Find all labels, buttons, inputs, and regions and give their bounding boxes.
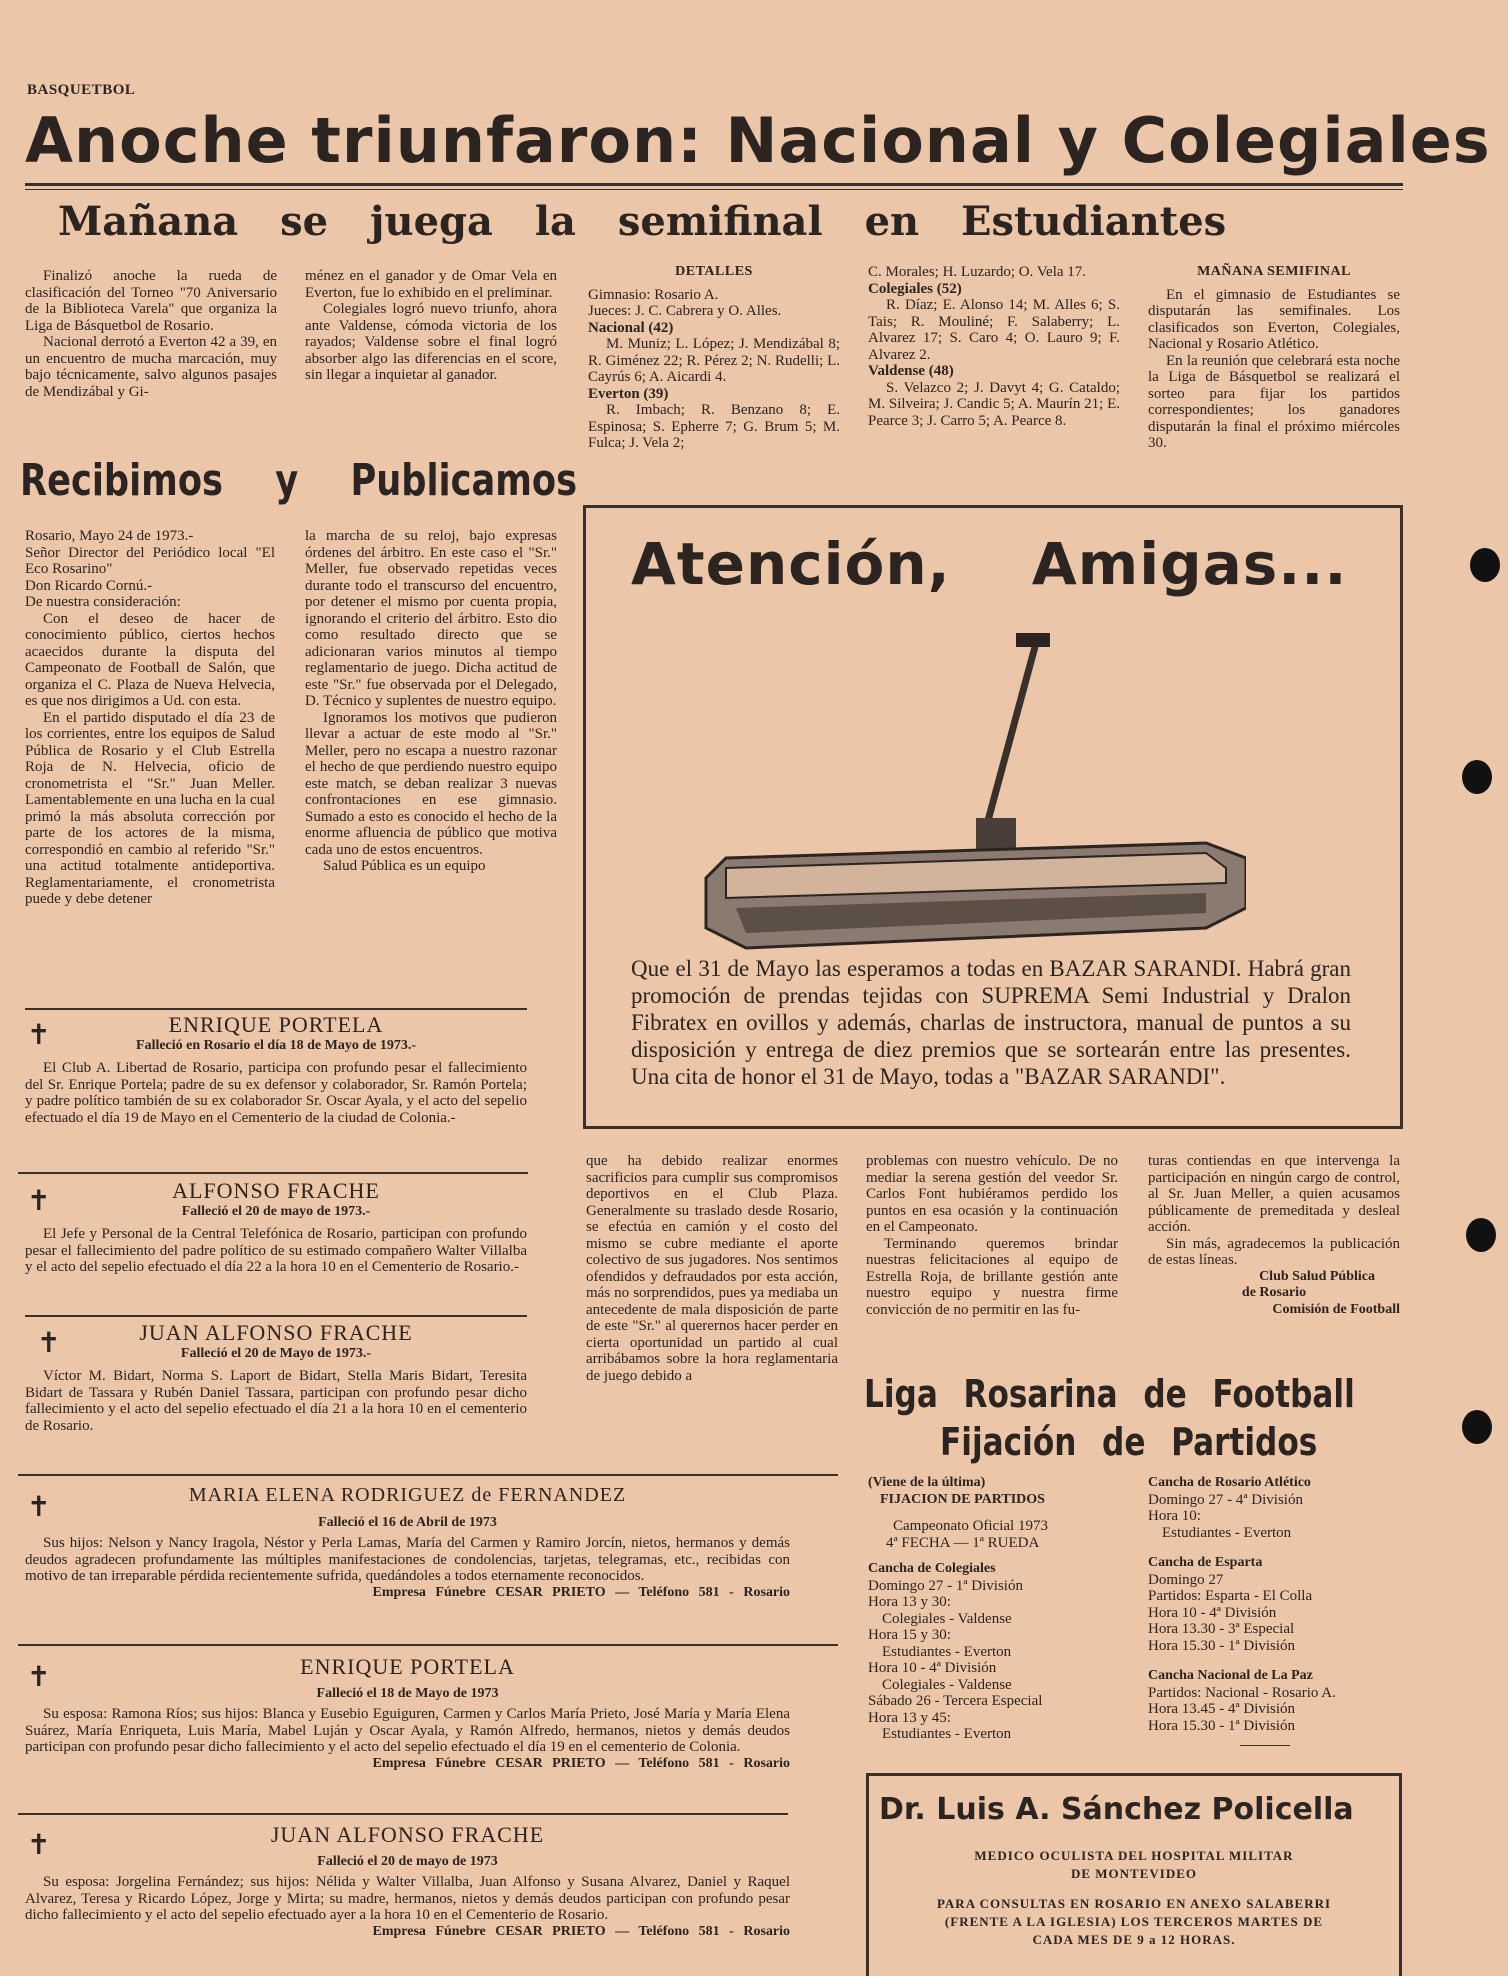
obit-5 <box>25 1654 790 1772</box>
obit-text-p: El Jefe y Personal de la Central Telefónica de Rosario, participan con profundo pesar el fallecimiento del padre político de su estimado compañero Walter Villalba y el acto del sepelio efectuado el día 22 a la hora 10 en el Cementerio de Rosario.- <box>25 1226 527 1275</box>
basket-details <box>588 264 840 452</box>
cross-icon: ✝ <box>37 1328 61 1359</box>
obit-text <box>25 1535 790 1585</box>
letter-date: Rosario, Mayo 24 de 1973.- <box>25 528 194 544</box>
letter-p6: que ha debido realizar enormes sacrificios para cumplir sus compromisos deportivos en el Club Plaza. Generalmente su traslado desde Rosario, se efectúa en camión y el costo del mismo se cubre mediante el aporte colectivo de sus jugadores. Nos sentimos ofendidos y defraudados por esta acción, más no sorprendidos, pues ya mediaba un antecedente de mala disposición de parte de este "Sr." al querernos hacer perder en cierta oportunidad un partido al cual arribábamos sobre la hora reglamentaria de juego debido a <box>586 1153 838 1384</box>
doctor-line-5: CADA MES DE 9 a 12 HORAS. <box>1032 1932 1236 1947</box>
obit-text <box>25 1060 527 1126</box>
liga-subtitle: Fijación de Partidos <box>940 1420 1318 1464</box>
liga-schedule-line: Hora 13 y 30: <box>868 1594 951 1610</box>
liga-schedule-line: Hora 13.45 - 4ª División <box>1148 1701 1296 1717</box>
liga-end-rule <box>1240 1745 1290 1746</box>
obit-text <box>25 1706 790 1756</box>
header-rule-thin <box>25 189 1403 190</box>
liga-title: Liga Rosarina de Football <box>864 1372 1355 1416</box>
signature-3: Comisión de Football <box>1272 1301 1400 1317</box>
obit-name: ENRIQUE PORTELA <box>300 1654 515 1679</box>
obit-rule <box>18 1172 528 1174</box>
liga-col-left <box>868 1475 1138 1743</box>
liga-fecha: 4ª FECHA — 1ª RUEDA <box>886 1534 1040 1551</box>
doctor-line-2: DE MONTEVIDEO <box>1070 1866 1198 1881</box>
obit-text-p: Sus hijos: Nelson y Nancy Iragola, Néstor y Perla Lamas, María del Carmen y Ramiro Jorcín, nietos, hermanos y demás deudos agradecen profundamente las múltiples manifestaciones de condolencias, tarjetas, telegramas, etc., recibidas con motivo de tan irreparable pérdida recientemente sufrida, quedándoles a todos eternamente reconocidos. <box>25 1535 790 1584</box>
cross-icon: ✝ <box>27 1662 51 1693</box>
recibimos-col-3 <box>586 1153 838 1384</box>
team-everton-cont: C. Morales; H. Luzardo; O. Vela 17. <box>868 264 1087 280</box>
team-colegiales: R. Díaz; E. Alonso 14; M. Alles 6; S. Tais; R. Mouliné; F. Salaberry; L. Alvarez 17; S. Caro 4; O. Lauro 9; F. Alvarez 2. <box>868 297 1120 363</box>
liga-schedule-line: Domingo 27 - 1ª División <box>868 1577 1023 1594</box>
liga-schedule-line: Hora 13 y 45: <box>868 1709 951 1726</box>
obit-1 <box>25 1012 527 1126</box>
signature-1: Club Salud Pública <box>1259 1268 1375 1284</box>
details-line: Gimnasio: Rosario A. <box>588 286 719 303</box>
liga-schedule-line: Hora 10 - 4ª División <box>1148 1604 1277 1621</box>
basket-p2: Nacional derrotó a Everton 42 a 39, en un encuentro de mucha marcación, muy bajo técnicamente, salvo algunos pasajes de Mendizábal y Gi- <box>25 334 277 400</box>
obit-rule <box>25 1315 527 1317</box>
team-head-colegiales: Colegiales (52) <box>868 280 962 297</box>
obit-date: Falleció el 20 de mayo de 1973.- <box>181 1204 371 1219</box>
basket-semifinal <box>1148 264 1400 452</box>
cross-icon: ✝ <box>27 1492 51 1523</box>
basket-col-1 <box>25 268 277 400</box>
binder-hole <box>1462 1410 1492 1444</box>
liga-schedule-line: Cancha de Rosario Atlético <box>1148 1475 1311 1490</box>
liga-schedule-line: Hora 10 - 4ª División <box>868 1660 997 1676</box>
liga-schedule-line: Hora 15.30 - 1ª División <box>1148 1637 1296 1654</box>
semifinal-title: MAÑANA SEMIFINAL <box>1197 264 1351 279</box>
liga-schedule-line: Hora 13.30 - 3ª Especial <box>1148 1621 1295 1637</box>
liga-viene: (Viene de la última) <box>868 1475 986 1490</box>
obit-text-p: Víctor M. Bidart, Norma S. Laport de Bidart, Stella Maris Bidart, Teresita Bidart de Tassara y Rubén Daniel Tassara, participan con profundo pesar dicho fallecimiento y el acto del sepelio efectuado el día 21 a la hora 10 en el cementerio de Rosario. <box>25 1368 527 1434</box>
ad-title: Atención, Amigas... <box>631 530 1348 598</box>
binder-hole <box>1462 760 1492 794</box>
recibimos-col-4 <box>866 1153 1118 1318</box>
basket-p4: Colegiales logró nuevo triunfo, ahora ante Valdense, cómoda victoria de los rayados; Valdense sobre el final logró absorber algo las diferencias en el score, sin llegar a inquietar al ganador. <box>305 301 557 383</box>
obit-text <box>25 1874 790 1924</box>
knitting-machine-image <box>686 628 1246 958</box>
recibimos-col-5 <box>1148 1153 1400 1318</box>
liga-schedule-line: Cancha de Esparta <box>1148 1555 1263 1570</box>
obit-name: JUAN ALFONSO FRACHE <box>270 1822 545 1847</box>
funeral-home: Empresa Fúnebre CESAR PRIETO — Teléfono 581 - Rosario <box>372 1584 790 1600</box>
obit-rule <box>18 1474 838 1476</box>
liga-schedule-line: Partidos: Esparta - El Colla <box>1148 1588 1313 1604</box>
obit-date: Falleció en Rosario el día 18 de Mayo de 1973.- <box>136 1038 416 1053</box>
letter-addressee: Señor Director del Periódico local "El Eco Rosarino" <box>25 544 275 577</box>
obit-text-p: Su esposa: Ramona Ríos; sus hijos: Blanca y Eusebio Eguiguren, Carmen y Carlos María Prieto, José María y María Elena Suárez, María Enriqueta, Luis María, Mabel Luján y Oscar Ayala, y Ramón Alfredo, hermanos, nietos y demás deudos participan con profundo pesar dicho fallecimiento y el acto del sepelio efectuado el día 19 en el cementerio de Colonia. <box>25 1706 790 1755</box>
cross-icon: ✝ <box>27 1020 51 1051</box>
letter-p4: Ignoramos los motivos que pudieron llevar a actuar de este modo al "Sr." Meller, pero no escapa a nuestro razonar el hecho de que perdiendo nuestro equipo este match, se deban realizar 3 nuevas confrontaciones en ese gimnasio. Sumado a esto es conocido el hecho de la enorme afluencia de público que motiva cada uno de estos encuentros. <box>305 709 557 858</box>
bazar-sarandi-ad <box>583 505 1403 1129</box>
doctor-name: Dr. Luis A. Sánchez Policella <box>879 1792 1354 1827</box>
cross-icon: ✝ <box>27 1186 51 1217</box>
obit-6 <box>25 1822 790 1940</box>
liga-schedule-line: Cancha Nacional de La Paz <box>1148 1668 1313 1683</box>
recibimos-col-1 <box>25 528 275 908</box>
letter-p2: En el partido disputado el día 23 de los corrientes, entre los equipos de Salud Pública de Rosario y el Club Estrella Roja de N. Helvecia, oficio de cronometrista el "Sr." Juan Meller. Lamentablemente en una lucha en la cual primó la más absoluta corrección por parte de los actores de la misma, correspondió en cambio al referido "Sr." una actitud totalmente antideportiva. Reglamentariamente, el cronometrista puede y debe detener <box>25 709 275 907</box>
basket-col-2 <box>305 268 557 384</box>
obit-name: MARIA ELENA RODRIGUEZ de FERNANDEZ <box>188 1484 627 1506</box>
recibimos-col-2 <box>305 528 557 875</box>
obit-4 <box>25 1484 790 1601</box>
obit-rule <box>18 1813 788 1815</box>
liga-schedule-line: Hora 10: <box>1148 1508 1201 1524</box>
obit-text-p: El Club A. Libertad de Rosario, participa con profundo pesar el fallecimiento del Sr. Enrique Portela; padre de su ex defensor y colaborador, Sr. Ramón Portela; y padre político también de su ex colaborador Sr. Oscar Ayala, y el acto del sepelio efectuado el día 19 de Mayo en el Cementerio de la ciudad de Colonia.- <box>25 1060 527 1126</box>
liga-schedule-line: Colegiales - Valdense <box>882 1676 1012 1693</box>
letter-p10: Sin más, agradecemos la publicación de estas líneas. <box>1148 1235 1400 1268</box>
details-line: Jueces: J. C. Cabrera y O. Alles. <box>588 303 782 319</box>
basket-details-2 <box>868 264 1120 429</box>
liga-schedule-line: Cancha de Colegiales <box>868 1561 996 1576</box>
letter-p8: Terminando queremos brindar nuestras felicitaciones al equipo de Estrella Roja, de brillante gestión ante nuestro equipo y nuestra firme convicción de no permitir en las fu- <box>866 1235 1118 1318</box>
obit-date: Falleció el 16 de Abril de 1973 <box>318 1515 497 1530</box>
details-title: DETALLES <box>675 264 753 279</box>
liga-schedule-line: Hora 15 y 30: <box>868 1627 951 1643</box>
liga-right-list <box>1148 1475 1403 1734</box>
obit-date: Falleció el 20 de mayo de 1973 <box>317 1854 498 1869</box>
liga-gap <box>1148 1654 1403 1668</box>
header-rule <box>25 183 1403 186</box>
semifinal-p2: En la reunión que celebrará esta noche la Liga de Básquetbol se realizará el sorteo para fijar los partidos correspondientes; los ganadores disputarán la final el próximo miércoles 30. <box>1148 352 1400 451</box>
liga-schedule-line: Estudiantes - Everton <box>1162 1524 1292 1541</box>
liga-schedule-line: Partidos: Nacional - Rosario A. <box>1148 1684 1336 1701</box>
obit-text <box>25 1368 527 1434</box>
binder-hole <box>1466 1218 1496 1252</box>
doctor-line-3: PARA CONSULTAS EN ROSARIO EN ANEXO SALABERRI <box>936 1896 1332 1911</box>
basket-p1: Finalizó anoche la rueda de clasificación del Torneo "70 Aniversario de la Biblioteca Varela" que organiza la Liga de Básquetbol de Rosario. <box>25 268 277 334</box>
team-nacional: M. Muniz; L. López; J. Mendizábal 8; R. Giménez 22; R. Pérez 2; N. Rudelli; L. Cayrús 6; A. Aicardi 4. <box>588 336 840 385</box>
team-head-valdense: Valdense (48) <box>868 363 954 379</box>
liga-schedule-line: Colegiales - Valdense <box>882 1610 1012 1627</box>
liga-schedule-line: Estudiantes - Everton <box>882 1726 1012 1742</box>
liga-schedule-line: Domingo 27 <box>1148 1571 1224 1588</box>
funeral-home: Empresa Fúnebre CESAR PRIETO — Teléfono 581 - Rosario <box>372 1923 790 1939</box>
obit-2 <box>25 1178 527 1276</box>
cross-icon: ✝ <box>27 1830 51 1861</box>
liga-schedule-line: Domingo 27 - 4ª División <box>1148 1491 1303 1508</box>
main-headline: Anoche triunfaron: Nacional y Colegiales <box>25 104 1491 177</box>
liga-schedule-line: Estudiantes - Everton <box>882 1643 1012 1660</box>
obit-name: JUAN ALFONSO FRACHE <box>139 1320 413 1345</box>
liga-col-right <box>1148 1475 1403 1734</box>
doctor-ad <box>866 1773 1402 1976</box>
signature-2: de Rosario <box>1241 1285 1307 1300</box>
team-head-everton: Everton (39) <box>588 385 669 402</box>
obit-text-p: Su esposa: Jorgelina Fernández; sus hijos: Nélida y Walter Villalba, Juan Alfonso y Susana Alvarez, Daniel y Raquel Alvarez, Teresa y Ricardo López, Jorge y Mirta; su madre, hermanos, nietos y demás deudos participan con profundo pesar dicho fallecimiento y el acto del sepelio efectuado ayer a la hora 10 en el Cementerio de Rosario. <box>25 1874 790 1923</box>
team-valdense: S. Velazco 2; J. Davyt 4; G. Cataldo; M. Silveira; J. Candic 5; A. Maurín 21; E. Pearce 3; J. Carro 5; A. Pearce 8. <box>868 379 1120 429</box>
section-kicker: BASQUETBOL <box>27 82 136 98</box>
basket-p3: ménez en el ganador y de Omar Vela en Everton, fue lo exhibido en el preliminar. <box>305 268 557 301</box>
obit-date: Falleció el 20 de Mayo de 1973.- <box>180 1346 372 1361</box>
binder-hole <box>1470 548 1500 582</box>
liga-campeonato: Campeonato Oficial 1973 <box>893 1518 1048 1534</box>
obit-rule <box>25 1008 527 1010</box>
letter-addressee-name: Don Ricardo Cornú.- <box>25 577 153 594</box>
obit-text <box>25 1226 527 1276</box>
letter-p5: Salud Pública es un equipo <box>323 858 486 874</box>
recibimos-title: Recibimos y Publicamos <box>20 455 578 506</box>
obit-name: ENRIQUE PORTELA <box>168 1012 384 1037</box>
liga-fijacion: FIJACION DE PARTIDOS <box>880 1491 1045 1507</box>
doctor-line-4: (FRENTE A LA IGLESIA) LOS TERCEROS MARTES DE <box>944 1914 1324 1929</box>
ad-text: Que el 31 de Mayo las esperamos a todas en BAZAR SARANDI. Habrá gran promoción de prendas tejidas con SUPREMA Semi Industrial y Dralon Fibratex en ovillos y además, charlas de instructora, manual de puntos a su disposición y entrega de diez premios que se sortearán entre las presentes. Una cita de honor el 31 de Mayo, todas a "BAZAR SARANDI". <box>631 956 1351 1089</box>
liga-schedule-line: Hora 15.30 - 1ª División <box>1148 1717 1296 1734</box>
liga-gap <box>1148 1541 1403 1555</box>
liga-left-list <box>868 1561 1138 1743</box>
doctor-line-1: MEDICO OCULISTA DEL HOSPITAL MILITAR <box>974 1848 1294 1863</box>
letter-p7: problemas con nuestro vehículo. De no mediar la serena gestión del veedor Sr. Carlos Font hubiéramos perdido los puntos en esa ocasión y la continuación en el Campeonato. <box>866 1153 1118 1235</box>
obit-3 <box>25 1320 527 1434</box>
liga-schedule-line: Sábado 26 - Tercera Especial <box>868 1693 1043 1709</box>
sub-headline: Mañana se juega la semifinal en Estudiantes <box>58 198 1227 245</box>
funeral-home: Empresa Fúnebre CESAR PRIETO — Teléfono 581 - Rosario <box>372 1755 790 1771</box>
team-head-nacional: Nacional (42) <box>588 319 674 336</box>
obit-date: Falleció el 18 de Mayo de 1973 <box>316 1686 499 1701</box>
letter-p1: Con el deseo de hacer de conocimiento público, ciertos hechos acaecidos durante la disputa del Campeonato de Football de Salón, que organiza el C. Plaza de Nueva Helvecia, es que nos dirigimos a Ud. con esta. <box>25 610 275 709</box>
semifinal-p1: En el gimnasio de Estudiantes se disputarán las semifinales. Los clasificados son Everton, Colegiales, Nacional y Rosario Atlético. <box>1148 286 1400 352</box>
obit-rule <box>18 1644 838 1646</box>
team-everton: R. Imbach; R. Benzano 8; E. Espinosa; S. Epherre 7; G. Brum 5; M. Fulca; J. Vela 2; <box>588 402 840 451</box>
letter-p3: la marcha de su reloj, bajo expresas órdenes del árbitro. En este caso el "Sr." Meller, fue observado repetidas veces durante todo el transcurso del encuentro, por detener el mismo por cuenta propia, ignorando el criterio del árbitro. Esto dio como resultado directo que se adicionaran varios minutos al tiempo reglamentario de juego. Dicha actitud de este "Sr." fue observada por el Delegado, D. Técnico y suplentes de nuestro equipo. <box>305 528 557 709</box>
letter-p9: turas contiendas en que intervenga la participación en ningún cargo de control, al Sr. Juan Meller, a quien acusamos públicamente de premeditada y desleal acción. <box>1148 1153 1400 1235</box>
obit-name: ALFONSO FRACHE <box>172 1178 380 1203</box>
letter-salutation: De nuestra consideración: <box>25 594 181 610</box>
